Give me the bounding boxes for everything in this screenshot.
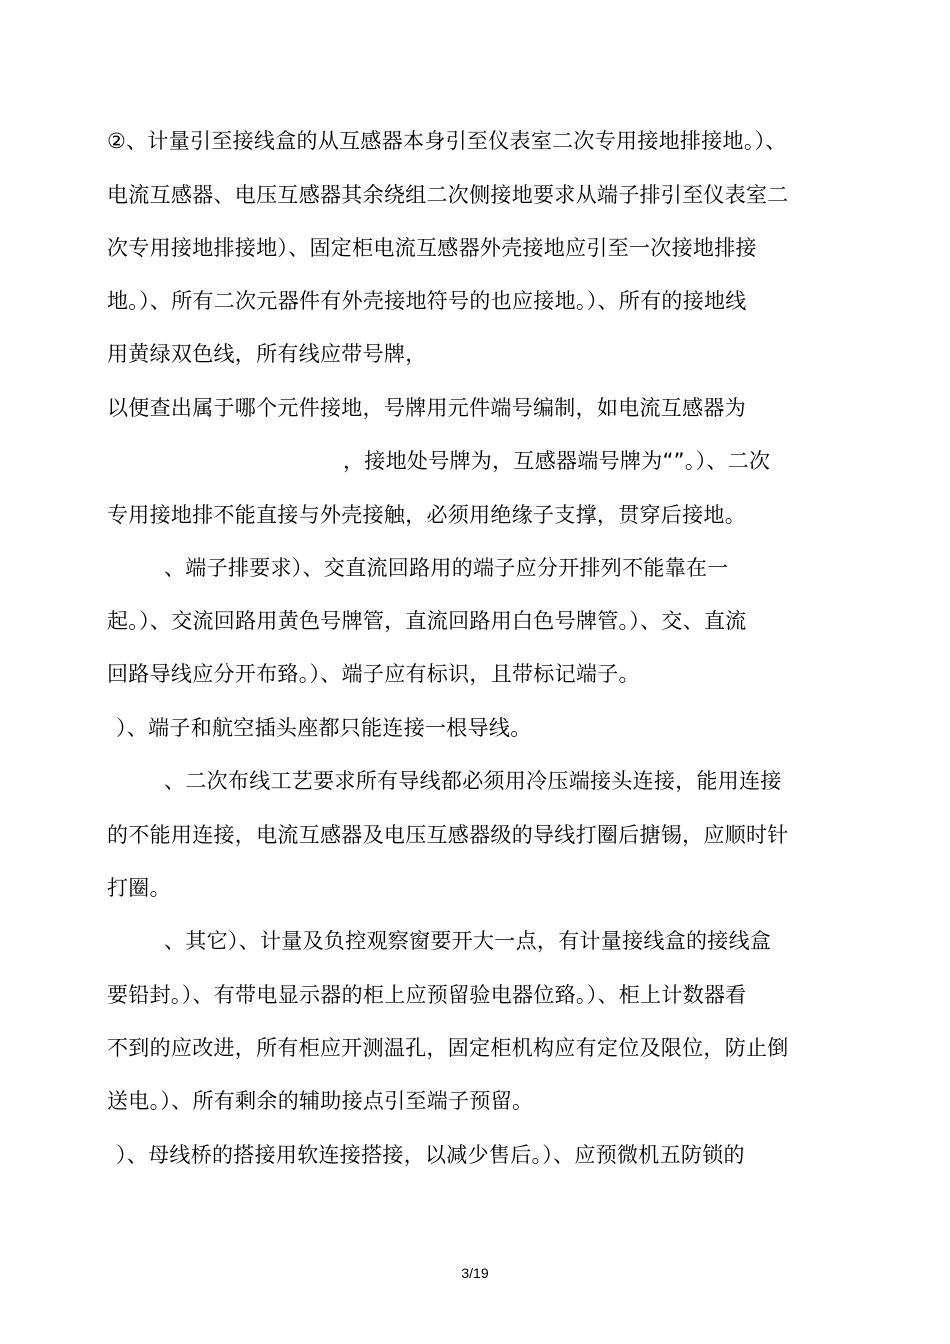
- text-line: 打圈。: [107, 876, 171, 900]
- text-line: 电流互感器、电压互感器其余绕组二次侧接地要求从端子排引至仪表室二: [107, 183, 789, 207]
- text-line: ②、计量引至接线盒的从互感器本身引至仪表室二次专用接地排接地。）、: [107, 129, 787, 153]
- text-line: 、其它）、计量及负控观察窗要开大一点，有计量接线盒的接线盒: [164, 929, 772, 953]
- text-line: 的不能用连接，电流互感器及电压互感器级的导线打圈后搪锡，应顺时针: [107, 823, 789, 847]
- text-line: 地。）、所有二次元器件有外壳接地符号的也应接地。）、所有的接地线: [107, 289, 747, 313]
- text-line: ）、母线桥的搭接用软连接搭接，以减少售后。）、应预微机五防锁的: [116, 1143, 745, 1167]
- text-line: 专用接地排不能直接与外壳接触，必须用绝缘子支撑，贯穿后接地。: [107, 503, 746, 527]
- text-line: 、端子排要求）、交直流回路用的端子应分开排列不能靠在一: [164, 556, 729, 580]
- text-line: 、二次布线工艺要求所有导线都必须用冷压端接头连接，能用连接: [164, 769, 782, 793]
- page-number: 3/19: [461, 1265, 489, 1281]
- text-line: 以便查出属于哪个元件接地，号牌用元件端号编制，如电流互感器为: [107, 396, 746, 420]
- text-line: 次专用接地排接地）、固定柜电流互感器外壳接地应引至一次接地排接: [107, 236, 757, 260]
- text-line: 回路导线应分开布臵。）、端子应有标识，且带标记端子。: [107, 662, 640, 686]
- text-line: ，接地处号牌为，互感器端号牌为“”。）、二次: [343, 449, 771, 473]
- text-line: 不到的应改进，所有柜应开测温孔，固定柜机构应有定位及限位，防止倒: [107, 1036, 789, 1060]
- text-line: 起。）、交流回路用黄色号牌管，直流回路用白色号牌管。）、交、直流: [107, 609, 747, 633]
- text-line: 用黄绿双色线，所有线应带号牌，: [107, 342, 427, 366]
- text-line: ）、端子和航空插头座都只能连接一根导线。: [116, 716, 532, 740]
- text-line: 要铅封。）、有带电显示器的柜上应预留验电器位臵。）、柜上计数器看: [107, 983, 747, 1007]
- text-line: 送电。）、所有剩余的辅助接点引至端子预留。: [107, 1089, 534, 1113]
